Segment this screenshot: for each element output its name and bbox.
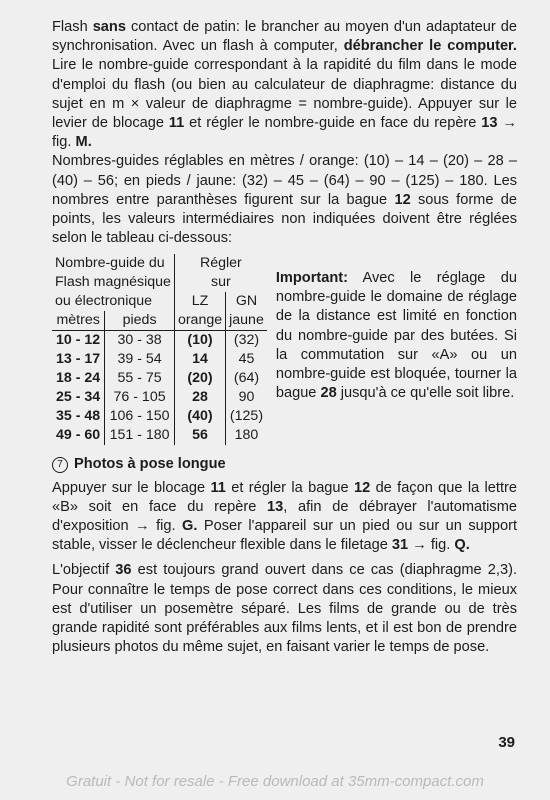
table-cell-p: 76 - 105 — [105, 388, 175, 407]
table-cell-m: 49 - 60 — [56, 427, 101, 444]
table-cell-j: 45 — [226, 350, 267, 369]
guide-number-table — [52, 254, 267, 445]
flash-paragraph: Flash sans contact de patin: le brancher au moyen d'un adaptateur de synchronisation. Avec un flash à computer, débrancher le computer. Lire le nombre-guide correspondant à la rapidité du film dans le mode d'emploi du flash (ou bien au calculateur de diaphragme: distance du sujet en m × valeur de diaphragme = nombre-guide). Appuyer sur le levier de blocage 11 et régler le nombre-guide en face du repère 13 → fig. M. — [52, 19, 517, 151]
table-cell-j: 180 — [226, 426, 267, 445]
table-cell-o: 14 — [174, 350, 225, 369]
objectif-paragraph: L'objectif 36 est toujours grand ouvert dans ce cas (diaphragme 2,3). Pour connaître le temps de pose correct dans ces conditions, le mieux est d'utiliser un posemètre séparé. Les films de grande ou de très grande rapidité sont préférables aux films lents, et il est bon de prendre plusieurs photos du même sujet, en faisant varier le temps de pose. — [52, 562, 518, 656]
table-cell-j: (32) — [226, 331, 267, 351]
table-row — [52, 407, 267, 426]
table-cell-j: (125) — [226, 407, 267, 426]
table-cell-j: 90 — [226, 388, 267, 407]
table-row — [52, 369, 267, 388]
table-cell-m: 13 - 17 — [56, 351, 101, 368]
circled-number-icon: 7 — [52, 457, 68, 473]
table-cell-m: 25 - 34 — [56, 389, 101, 406]
table-col-gn: GN — [226, 292, 267, 311]
table-header-regler: Régler — [174, 254, 266, 273]
table-cell-o: (10) — [174, 331, 225, 351]
section-title: Photos à pose longue — [74, 456, 226, 473]
table-cell-p: 55 - 75 — [105, 369, 175, 388]
table-col-metres: mètres — [52, 311, 105, 331]
table-cell-o: 56 — [174, 426, 225, 445]
table-cell-p: 39 - 54 — [105, 350, 175, 369]
page-number: 39 — [498, 734, 515, 751]
table-header-sur: sur — [174, 273, 266, 292]
manual-page — [52, 18, 517, 657]
table-cell-m: 35 - 48 — [56, 408, 101, 425]
table-col-lz: LZ — [174, 292, 225, 311]
table-header-flash-2: Flash magnésique — [55, 274, 171, 291]
guide-numbers-paragraph: Nombres-guides réglables en mètres / orange: (10) – 14 – (20) – 28 – (40) – 56; en pieds / jaune: (32) – 45 – (64) – 90 – (125) – 180. Les nombres entre paranthèses figurent sur la bague 12 sous forme de points, les valeurs intermédiaires non indiquées doivent être réglées selon le tableau ci-dessous: — [52, 153, 517, 247]
table-cell-m: 18 - 24 — [56, 370, 101, 387]
watermark-footer: Gratuit - Not for resale - Free download at 35mm-compact.com — [66, 773, 484, 790]
table-row — [52, 331, 267, 351]
table-row — [52, 350, 267, 369]
table-row — [52, 426, 267, 445]
table-cell-p: 30 - 38 — [105, 331, 175, 351]
table-header-flash: Nombre-guide du — [55, 255, 165, 272]
pose-paragraph: Appuyer sur le blocage 11 et régler la bague 12 de façon que la lettre «B» soit en face du repère 13, afin de débrayer l'automatisme d'exposition → fig. G. Poser l'appareil sur un pied ou sur un support stable, visser le déclencheur flexible dans le filetage 31 → fig. Q. — [52, 479, 517, 554]
table-col-orange: orange — [174, 311, 225, 331]
table-col-jaune: jaune — [226, 311, 267, 331]
table-header-flash-3: ou électronique — [55, 293, 153, 310]
table-cell-j: (64) — [226, 369, 267, 388]
table-cell-p: 106 - 150 — [105, 407, 175, 426]
table-cell-o: (20) — [174, 369, 225, 388]
table-row — [52, 388, 267, 407]
table-cell-o: (40) — [174, 407, 225, 426]
table-col-pieds: pieds — [105, 311, 175, 331]
table-row-section — [52, 254, 517, 445]
important-note: Important: Avec le réglage du nombre-guide le domaine de réglage de la distance est limité en fonction du nombre-guide par des butées. Si la commutation sur «A» ou un nombre-guide est bloquée, tourner la bague 28 jusqu'à ce qu'elle soit libre. — [275, 270, 517, 402]
table-cell-p: 151 - 180 — [105, 426, 175, 445]
section-heading — [52, 455, 517, 474]
table-body — [52, 331, 267, 446]
table-cell-o: 28 — [174, 388, 225, 407]
table-cell-m: 10 - 12 — [56, 332, 101, 349]
